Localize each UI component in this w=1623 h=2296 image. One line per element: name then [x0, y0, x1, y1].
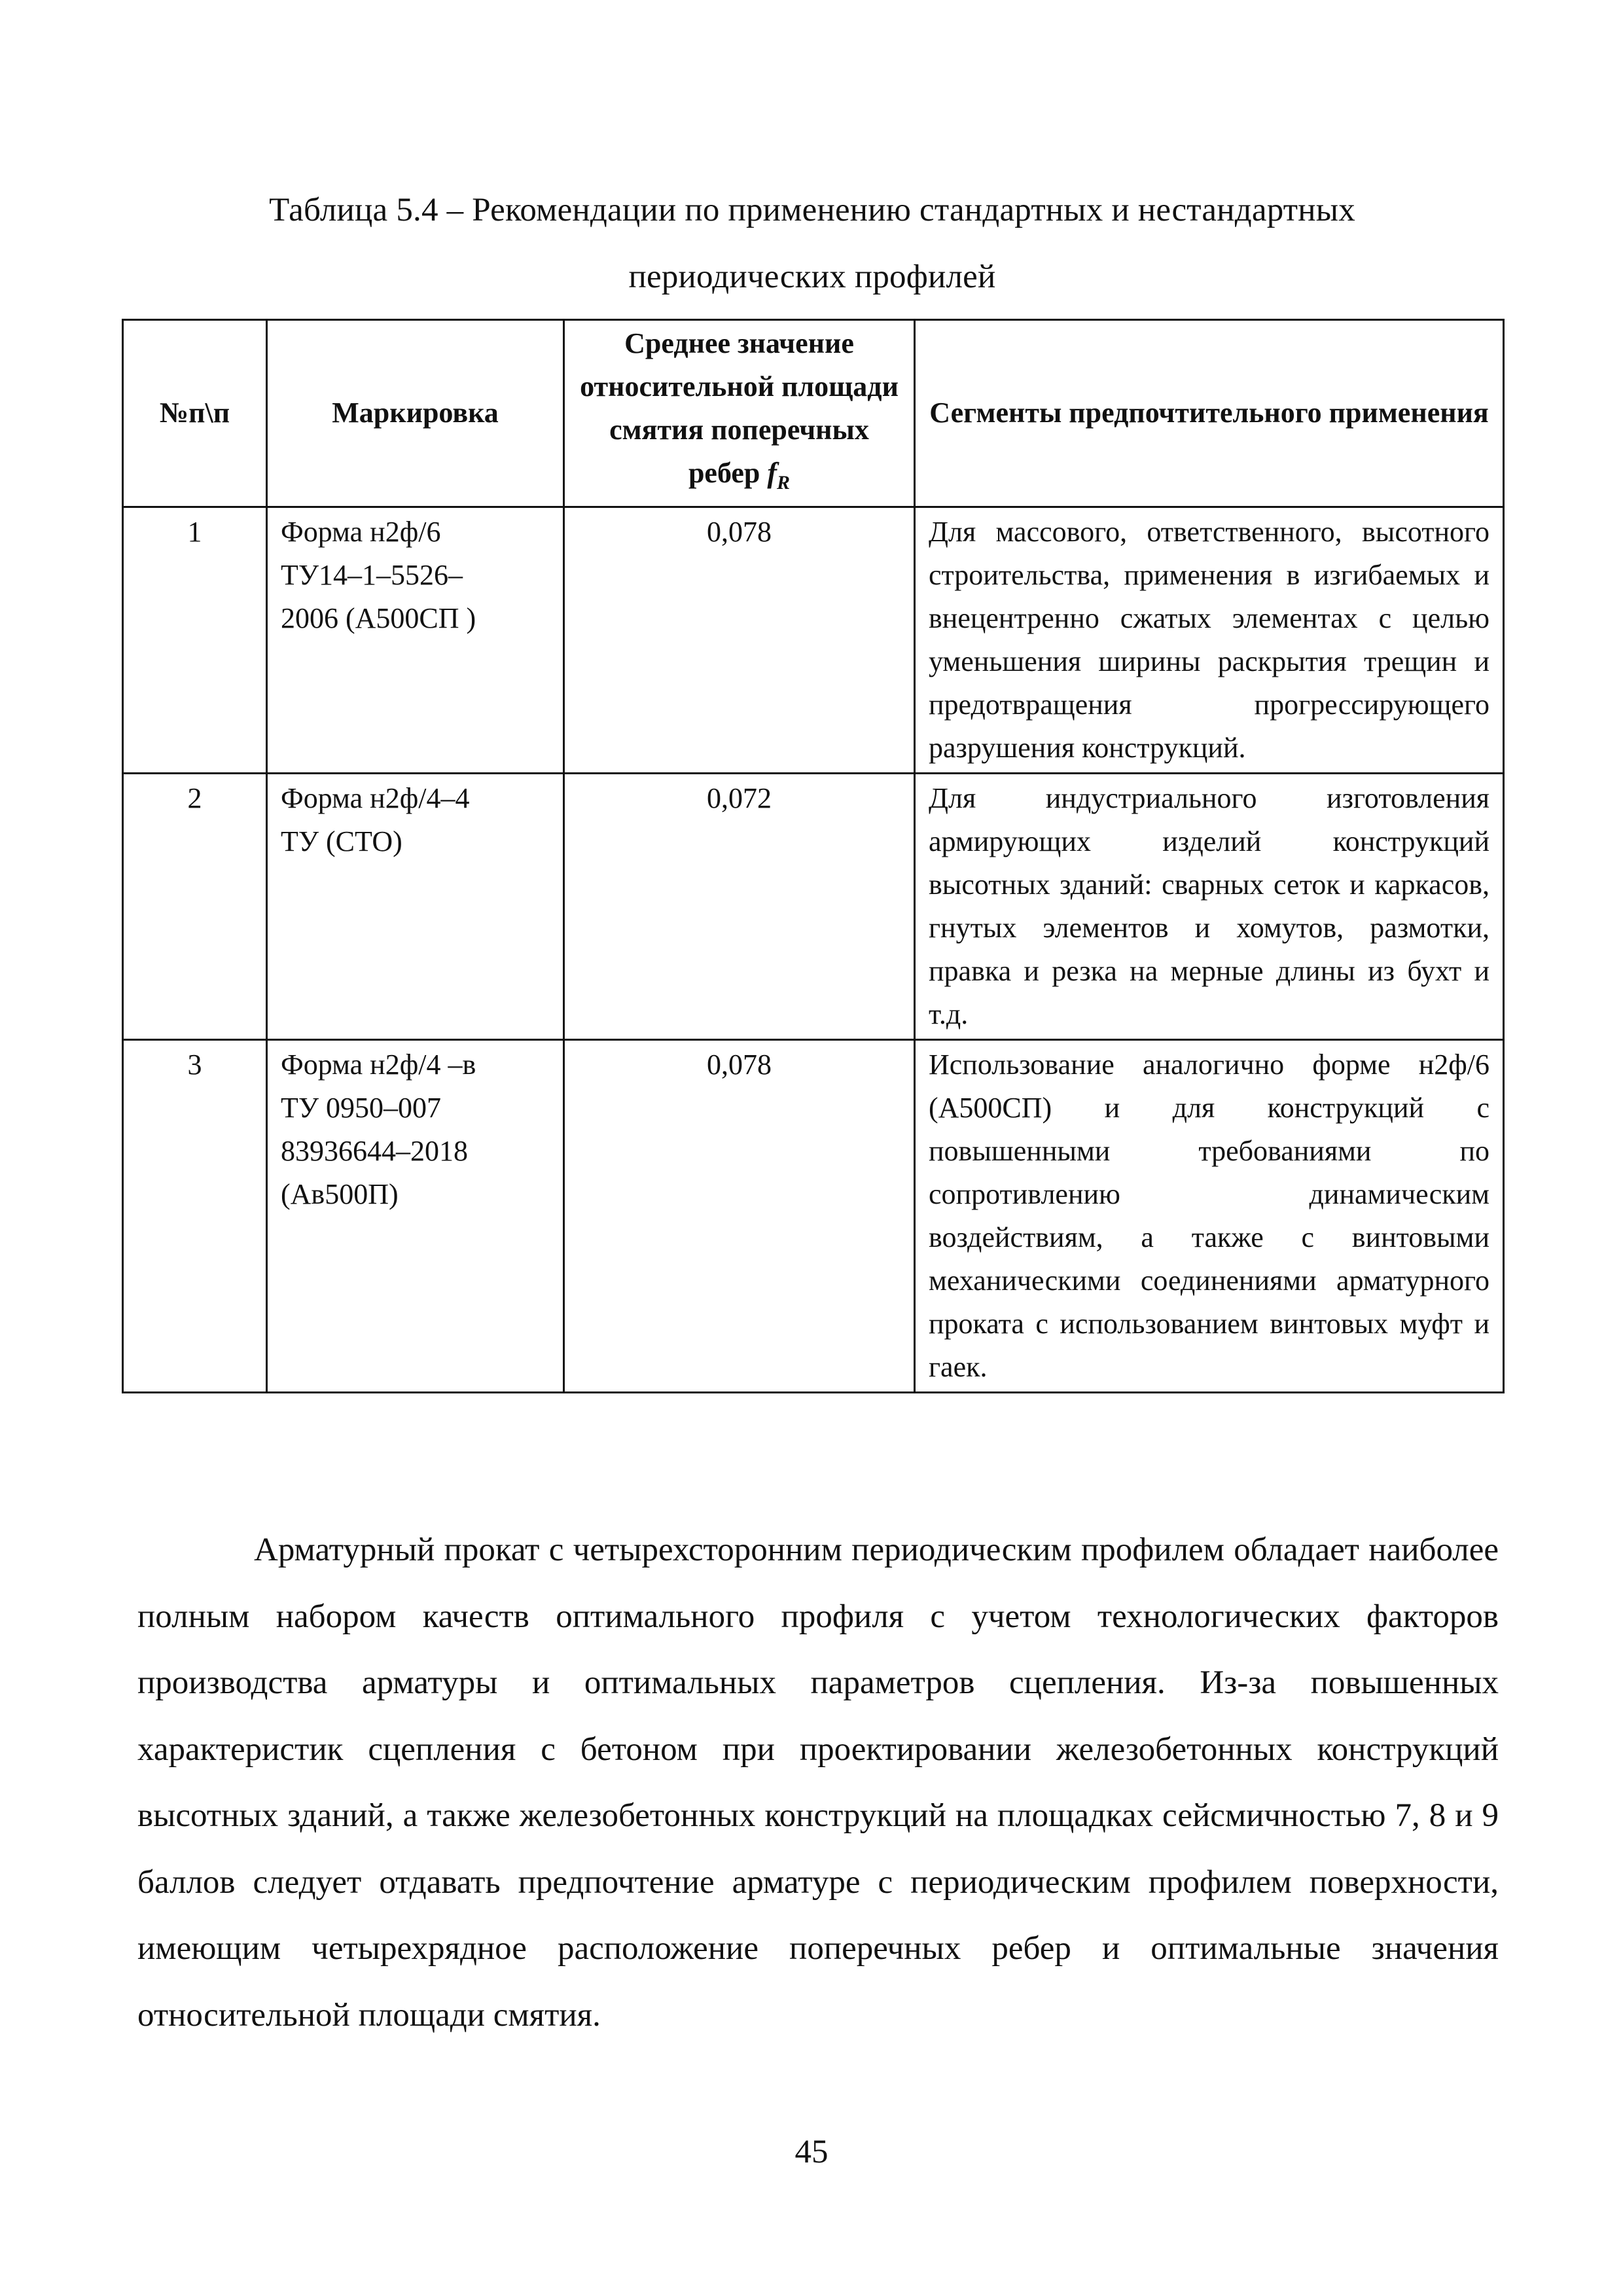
marking-line: Форма н2ф/6 [281, 515, 441, 548]
row-value: 0,078 [564, 1039, 915, 1392]
row-marking [267, 507, 564, 773]
marking-line: 2006 (А500СП ) [281, 601, 476, 634]
row-marking [267, 1039, 564, 1392]
row-segment: Для массового, ответственного, высотного строительства, применения в изгибаемых и внецентренно сжатых элементах с целью уменьшения ширины раскрытия трещин и предотвращения прогрессирующего разрушения конструкций. [915, 507, 1504, 773]
header-marking: Маркировка [267, 320, 564, 507]
table-row [123, 507, 1504, 773]
row-num: 3 [123, 1039, 267, 1392]
marking-line: ТУ (СТО) [281, 825, 402, 857]
page-number: 45 [794, 2134, 829, 2170]
row-marking [267, 773, 564, 1039]
row-value: 0,078 [564, 507, 915, 773]
table-caption-line-2: периодических профилей [628, 259, 996, 295]
row-value: 0,072 [564, 773, 915, 1039]
marking-line: (Ав500П) [281, 1177, 399, 1210]
marking-line: Форма н2ф/4–4 [281, 781, 470, 814]
header-segments: Сегменты предпочтительного применения [915, 320, 1504, 507]
table-row [123, 773, 1504, 1039]
table-caption-line-1: Таблица 5.4 – Рекомендации по применению стандартных и нестандартных [269, 192, 1355, 228]
table-header-row [123, 320, 1504, 507]
marking-line: Форма н2ф/4 –в [281, 1048, 476, 1081]
marking-line: 83936644–2018 [281, 1134, 468, 1167]
body-paragraph: Арматурный прокат с четырехсторонним периодическим профилем обладает наиболее полным набором качеств оптимального профиля с учетом технологических факторов производства арматуры и оптимальных параметров сцепления. Из-за повышенных характеристик сцепления с бетоном при проектировании железобетонных конструкций высотных зданий, а также железобетонных конструкций на площадках сейсмичностью 7, 8 и 9 баллов следует отдавать предпочтение арматуре с периодическим профилем поверхности, имеющим четырехрядное расположение поперечных ребер и оптимальные значения относительной площади смятия. [137, 1532, 1499, 2034]
marking-line: ТУ 0950–007 [281, 1091, 442, 1124]
row-num: 2 [123, 773, 267, 1039]
row-num: 1 [123, 507, 267, 773]
header-value-text: Среднее значение относительной площади смятия поперечных ребер [580, 327, 899, 489]
header-value-symbol-sub: R [777, 471, 791, 493]
header-value [564, 320, 915, 507]
recommendations-table [122, 319, 1505, 1393]
marking-line: ТУ14–1–5526– [281, 558, 463, 591]
table-row [123, 1039, 1504, 1392]
row-segment: Для индустриального изготовления армирующих изделий конструкций высотных зданий: сварных сеток и каркасов, гнутых элементов и хомутов, размотки, правка и резка на мерные длины из бухт и т.д. [915, 773, 1504, 1039]
header-num: №п\п [123, 320, 267, 507]
row-segment: Использование аналогично форме н2ф/6 (А500СП) и для конструкций с повышенными требованиями по сопротивлению динамическим воздействиям, а также с винтовыми механическими соединениями арматурного проката с использованием винтовых муфт и гаек. [915, 1039, 1504, 1392]
header-value-symbol: f [767, 457, 777, 489]
